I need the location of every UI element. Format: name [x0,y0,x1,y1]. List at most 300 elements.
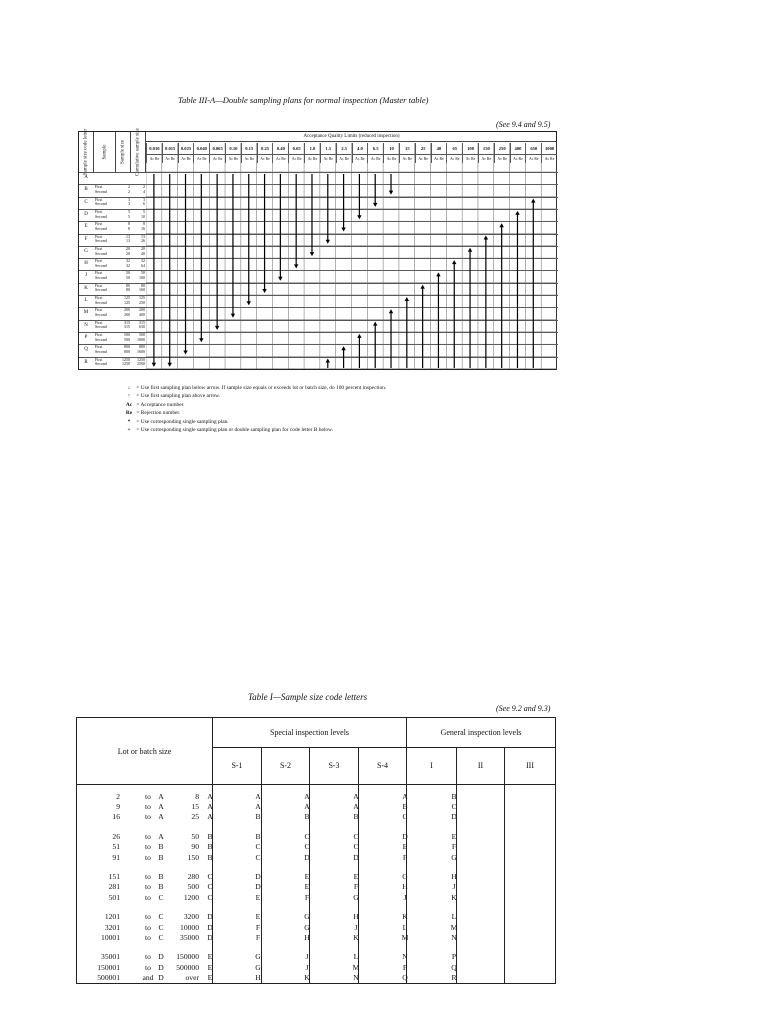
code-letter-cell: L [402,922,408,932]
ac-re-label: Ac Re [446,154,462,163]
lot-size-to: 90 [191,842,199,852]
legend-item-plus: + = Use corresponding single sampling plan or double sampling plan for code letter B below. [127,427,333,434]
aql-column-header: 100 [462,143,478,154]
arrow-down-head [389,191,393,195]
code-letter-cell: A [207,802,213,812]
code-letter-cell: C [304,842,310,852]
aql-column-header: 400 [510,143,526,154]
code-letter: M [83,310,89,316]
table-1-reference: (See 9.2 and 9.3) [496,704,551,713]
table-row [77,912,555,922]
lot-size-from: 26 [112,832,120,842]
legend-item-arrow-up: ↑ = Use first sampling plan above arrow. [127,393,221,400]
arrow-up-head [484,236,488,240]
arrow-up-head [468,248,472,252]
lot-size-to: 500000 [176,962,199,972]
code-letter-cell: K [353,932,359,942]
code-letter-cell: H [402,882,408,892]
lot-size-separator: to [145,802,151,812]
aql-column-header: 0.010 [146,143,162,154]
cumulative-size: 200 400 [139,307,145,318]
sample-size: 3 3 [128,196,130,207]
code-letter-cell: K [304,972,310,982]
table-row [77,853,555,863]
code-letter-cell: B [353,812,359,822]
arrow-up-head [452,260,456,264]
cumulative-size: 2 4 [143,184,145,195]
aql-column-header: 0.65 [288,143,304,154]
code-letter-cell: A [255,792,261,801]
arrow-down-head [357,215,361,219]
aql-column-header: 650 [525,143,541,154]
table-row [77,963,555,973]
header-special-levels: Special inspection levels [213,718,407,748]
lot-size-to: 280 [187,872,199,882]
code-letter: C [84,199,88,205]
code-letter-cell: C [255,852,261,862]
sample-size: 32 32 [126,258,130,268]
arrow-up-head [499,223,503,227]
table-row [77,812,555,822]
lot-size-from: 10001 [101,932,120,942]
code-letter-cell: A [158,802,164,812]
lot-size-separator: to [145,882,151,892]
lot-size-from: 500001 [97,972,120,982]
code-letter-cell: B [158,852,164,862]
code-letter-cell: M [401,932,409,942]
code-letter-cell: P [402,962,408,972]
header-col-s1: S-1 [213,748,262,784]
cumulative-size: 1250 2500 [137,356,145,367]
code-letter-cell: L [353,952,359,962]
sample-label: First Second [95,233,107,244]
table-1 [76,717,556,984]
table-row [77,792,555,802]
cumulative-size: 315 630 [139,319,145,330]
arrow-up-head [357,334,361,338]
sample-label: First Second [95,208,107,219]
sample-size: 315 315 [124,319,130,330]
arrow-up-head [373,322,377,326]
ac-re-label: Ac Re [209,154,225,163]
code-letter-cell: A [255,802,261,812]
code-letter-cell: D [207,932,213,942]
aql-column-header: 0.40 [272,143,288,154]
lot-size-separator: to [145,792,151,801]
arrow-up-head [515,211,519,215]
lot-size-from: 2 [116,792,120,801]
sample-label: First Second [95,258,107,268]
table-row [77,923,555,933]
aql-column-header: 15 [399,143,415,154]
code-letter-cell: A [353,792,359,801]
code-letter-cell: A [402,792,408,801]
lot-size-to: 35000 [180,932,199,942]
arrow-up-head [326,359,330,363]
header-lot-size: Lot or batch size [77,718,213,784]
lot-size-separator: to [145,842,151,852]
code-letter-cell: G [304,922,310,932]
code-letter-cell: J [354,922,358,932]
aql-column-header: 1.0 [304,143,320,154]
arrow-down-head [310,252,314,256]
ac-re-label: Ac Re [383,154,399,163]
arrow-down-head [215,326,219,330]
code-letter-cell: G [451,852,457,862]
cumulative-size: 32 64 [141,258,145,268]
table-3a-reference: (See 9.4 and 9.5) [496,120,551,129]
sample-label: First Second [95,245,107,256]
arrow-down-head [278,277,282,281]
code-letter-cell: E [207,952,213,962]
lot-size-separator: to [145,892,151,902]
sample-label: First Second [95,282,107,293]
table-row [77,832,555,842]
lot-size-to: 50 [191,832,199,842]
aql-column-header: 25 [415,143,431,154]
ac-re-label: Ac Re [225,154,241,163]
lot-size-separator: to [145,912,151,922]
lot-size-to: 25 [191,812,199,822]
aql-column-header: 6.5 [367,143,383,154]
lot-size-to: 3200 [183,912,199,922]
code-letter: R [84,359,88,365]
arrow-up-head [420,285,424,289]
cumulative-size: 3 6 [143,196,145,207]
sample-label: First Second [95,221,107,231]
lot-size-separator: to [145,812,151,822]
sample-size: 125 125 [124,295,130,305]
ac-re-label: Ac Re [272,154,288,163]
cumulative-size: 80 160 [139,282,145,293]
ac-re-label: Ac Re [494,154,510,163]
code-letter-cell: A [353,802,359,812]
code-letter: E [84,224,88,230]
lot-size-from: 91 [112,852,120,862]
arrow-down-head [152,363,156,367]
code-letter-cell: Q [451,962,457,972]
arrow-up-head [436,272,440,276]
lot-size-from: 16 [112,812,120,822]
arrow-down-head [326,240,330,244]
code-letter-cell: H [255,972,261,982]
arrow-down-head [183,351,187,355]
code-letter-cell: D [207,912,213,922]
ac-re-label: Ac Re [399,154,415,163]
code-letter-cell: D [353,852,359,862]
code-letter-cell: G [353,892,359,902]
code-letter-cell: G [304,912,310,922]
header-col-s2: S-2 [262,748,310,784]
aql-column-header: 0.015 [162,143,178,154]
lot-size-from: 9 [116,802,120,812]
lot-size-to: 150 [187,852,199,862]
sample-size: 500 500 [124,331,130,342]
table-row [77,842,555,852]
code-letter-cell: N [353,972,359,982]
code-letter-cell: G [255,962,261,972]
code-letter: A [84,175,88,180]
ac-re-label: Ac Re [320,154,336,163]
sample-label: First Second [95,196,107,207]
arrow-down-head [341,228,345,232]
code-letter-cell: K [451,892,457,902]
lot-size-to: 15 [191,802,199,812]
code-letter: J [85,273,87,279]
lot-size-from: 281 [108,882,120,892]
code-letter: P [84,334,88,340]
header-col-ii: II [457,748,505,784]
code-letter-cell: D [304,852,310,862]
code-letter: H [84,261,88,267]
sample-label: First Second [95,331,107,342]
header-sample-size: Sample size [116,132,131,172]
ac-re-label: Ac Re [510,154,526,163]
arrow-down-head [373,203,377,207]
code-letter-cell: J [452,882,456,892]
arrow-up-head [405,297,409,301]
sample-size: 20 20 [126,245,130,256]
code-letter: G [84,248,88,254]
sample-size: 5 5 [128,208,130,219]
ac-re-label: Ac Re [462,154,478,163]
code-letter-cell: A [304,802,310,812]
code-letter-cell: D [158,972,164,982]
code-letter: F [84,236,88,242]
lot-size-separator: to [145,922,151,932]
code-letter-cell: E [207,962,213,972]
lot-size-to: 1200 [183,892,199,902]
aql-header-title: Acceptance Quality Limits (reduced inspection) [146,132,557,142]
lot-size-to: over [185,972,199,982]
code-letter: N [84,322,88,328]
code-letter-cell: A [158,792,164,801]
lot-size-from: 3201 [104,922,120,932]
code-letter: Q [84,347,88,353]
code-letter-cell: D [255,872,261,882]
lot-size-separator: to [145,962,151,972]
arrow-down-head [262,289,266,293]
code-letter-cell: B [158,872,164,882]
cumulative-size: 50 100 [139,270,145,281]
sample-size: 80 80 [126,282,130,293]
code-letter: L [84,298,88,303]
ac-re-label: Ac Re [193,154,209,163]
sample-label: First Second [95,344,107,354]
aql-column-header: 1000 [541,143,557,154]
code-letter: B [84,187,88,193]
code-letter-cell: B [402,802,408,812]
code-letter-cell: E [255,912,261,922]
ac-re-label: Ac Re [162,154,178,163]
sample-label: First Second [95,319,107,330]
code-letter-cell: J [403,892,407,902]
table-row [77,952,555,962]
code-letter-cell: C [158,932,164,942]
cumulative-size: 8 16 [141,221,145,231]
code-letter-cell: D [158,952,164,962]
code-letter-cell: M [450,922,458,932]
code-letter-cell: F [255,922,261,932]
arrow-down-head [231,314,235,318]
code-letter-cell: J [305,962,309,972]
ac-re-label: Ac Re [178,154,194,163]
lot-size-from: 1201 [104,912,120,922]
code-letter-cell: A [304,792,310,801]
ac-re-label: Ac Re [304,154,320,163]
header-general-levels: General inspection levels [407,718,555,748]
ac-re-label: Ac Re [478,154,494,163]
ac-re-label: Ac Re [241,154,257,163]
code-letter: D [84,211,88,217]
ac-re-label: Ac Re [146,154,162,163]
code-letter-cell: C [207,872,213,882]
ac-re-label: Ac Re [367,154,383,163]
aql-column-header: 0.040 [193,143,209,154]
code-letter-cell: F [353,882,359,892]
aql-column-header: 0.25 [257,143,273,154]
cumulative-size: 500 1000 [137,331,145,342]
sample-size: 1250 1250 [122,356,130,367]
aql-column-header: 150 [478,143,494,154]
aql-column-header: 0.15 [241,143,257,154]
code-letter-cell: B [158,842,164,852]
legend-item-star: * = Use corresponding single sampling plan. [127,418,229,425]
code-letter-cell: F [451,842,457,852]
table-row [77,973,555,983]
ac-re-label: Ac Re [541,154,557,163]
code-letter-cell: D [207,922,213,932]
aql-column-header: 1.5 [320,143,336,154]
table-3a [78,128,557,370]
ac-re-label: Ac Re [288,154,304,163]
code-letter-cell: E [402,842,408,852]
code-letter-cell: A [207,812,213,822]
table-3a-legend [123,384,386,434]
sample-size: 800 800 [124,344,130,354]
aql-column-header: 10 [383,143,399,154]
ac-re-label: Ac Re [257,154,273,163]
code-letter-cell: B [451,792,457,801]
header-col-i: I [407,748,457,784]
arrow-up-head [531,199,535,203]
code-letter-cell: E [353,872,359,882]
code-letter: K [84,285,88,291]
code-letter-cell: C [158,922,164,932]
sample-label: First Second [95,184,107,195]
lot-size-to: 150000 [176,952,199,962]
code-letter-cell: E [207,972,213,982]
code-letter-cell: C [402,812,408,822]
lot-size-from: 35001 [101,952,120,962]
code-letter-cell: L [451,912,457,922]
code-letter-cell: B [304,812,310,822]
code-letter-cell: N [402,952,408,962]
sample-size: 200 200 [124,307,130,318]
header-sample: Sample [94,132,116,172]
code-letter-cell: P [451,952,457,962]
table-3a-grid-arrows [146,132,557,369]
header-cumulative-size: Cumulative sample size [131,132,146,172]
code-letter-cell: D [255,882,261,892]
header-col-s4: S-4 [359,748,407,784]
code-letter-cell: R [451,972,457,982]
code-letter-cell: C [304,832,310,842]
sample-label: First Second [95,356,107,367]
lot-size-from: 501 [108,892,120,902]
lot-size-separator: to [145,932,151,942]
lot-size-from: 150001 [97,962,120,972]
code-letter-cell: D [451,812,457,822]
code-letter-cell: M [352,962,360,972]
table-3a-title: Table III-A—Double sampling plans for normal inspection (Master table) [178,95,429,105]
code-letter-cell: B [255,812,261,822]
code-letter-cell: G [402,872,408,882]
ac-re-label: Ac Re [415,154,431,163]
aql-column-header: 0.025 [178,143,194,154]
legend-item-arrow-down: ↓ = Use first sampling plan below arrow. If sample size equals or exceeds lot or batch size, do 100 percent inspection. [127,385,387,391]
code-letter-cell: H [353,912,359,922]
cumulative-size: 5 10 [141,208,145,219]
code-letter-cell: C [255,842,261,852]
code-letter-cell: C [451,802,457,812]
code-letter-cell: B [158,882,164,892]
code-letter-cell: J [305,952,309,962]
table-row [77,933,555,943]
lot-size-from: 51 [112,842,120,852]
lot-size-from: 151 [108,872,120,882]
aql-column-header: 2.5 [336,143,352,154]
code-letter-cell: F [304,892,310,902]
arrow-down-head [199,338,203,342]
lot-size-separator: to [145,872,151,882]
code-letter-cell: B [255,832,261,842]
ac-re-label: Ac Re [336,154,352,163]
cumulative-size: 13 26 [141,233,145,244]
code-letter-cell: A [207,792,213,801]
code-letter-cell: A [158,812,164,822]
sample-label: First Second [95,295,107,305]
ac-re-label: Ac Re [431,154,447,163]
code-letter-cell: E [304,882,310,892]
cumulative-size: 800 1600 [137,344,145,354]
sample-label: First Second [95,270,107,281]
table-row [77,893,555,903]
lot-size-separator: to [145,852,151,862]
arrow-down-head [247,301,251,305]
aql-column-header: 0.10 [225,143,241,154]
code-letter-cell: E [255,892,261,902]
code-letter-cell: E [304,872,310,882]
sample-size: 50 50 [126,270,130,281]
sample-size: 13 13 [126,233,130,244]
code-letter-cell: N [451,932,457,942]
header-col-iii: III [526,761,534,770]
arrow-down-head [294,264,298,268]
cumulative-size: 20 40 [141,245,145,256]
lot-size-separator: to [145,832,151,842]
sample-size: 2 2 [128,184,130,195]
code-letter-cell: C [207,892,213,902]
lot-size-to: 8 [195,792,199,801]
table-1-title: Table I—Sample size code letters [248,692,368,702]
legend-item-ac: Ac = Acceptance number. [125,401,185,408]
aql-column-header: 40 [431,143,447,154]
cumulative-size: 125 250 [139,295,145,305]
aql-column-header: 4.0 [352,143,368,154]
header-code-letter: Sample size code letter [79,132,94,172]
code-letter-cell: D [402,832,408,842]
